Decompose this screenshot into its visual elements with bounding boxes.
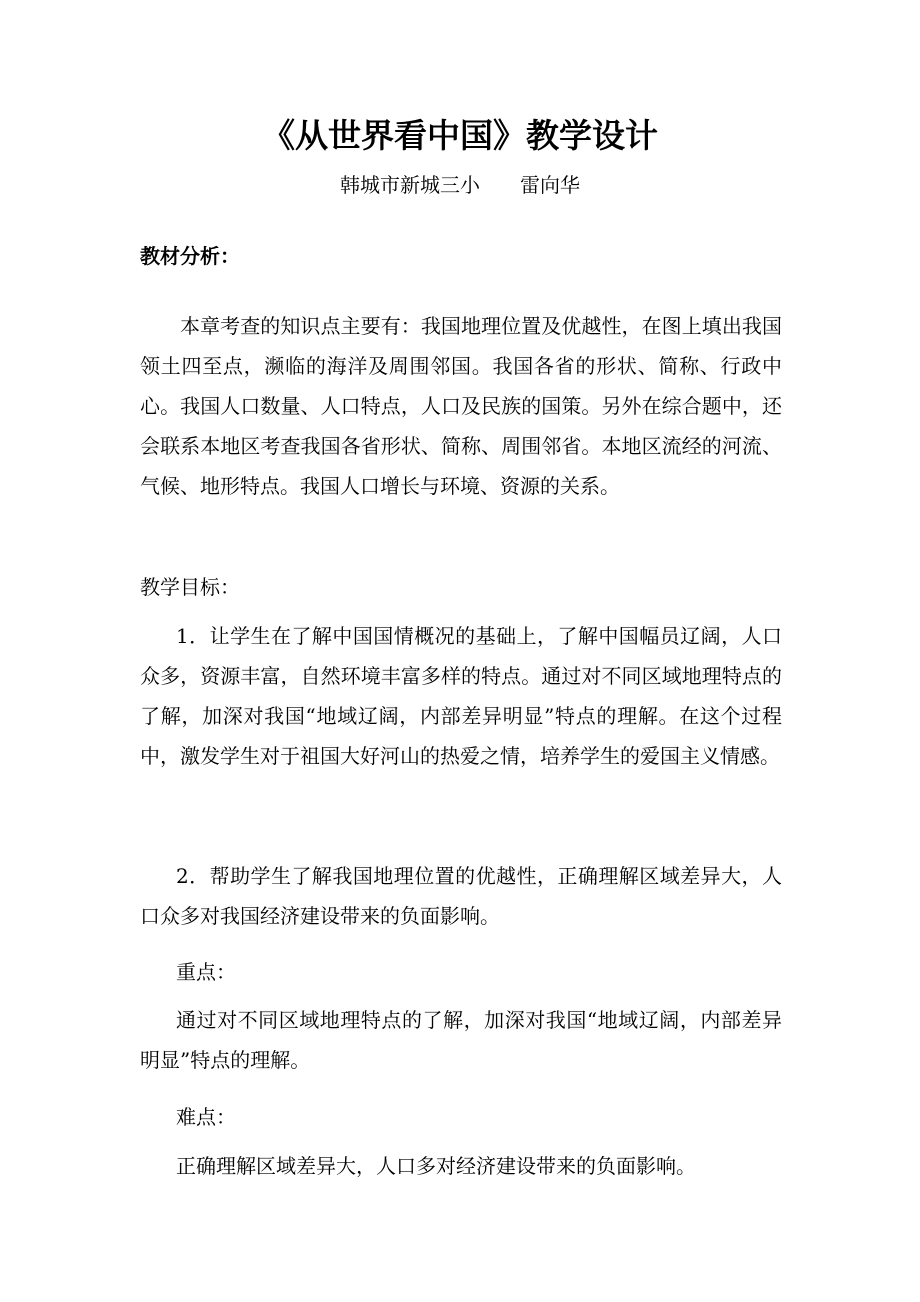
difficulties-paragraph: 正确理解区域差异大，人口多对经济建设带来的负面影响。 [176, 1154, 696, 1178]
document-title: 《从世界看中国》教学设计 [262, 116, 658, 155]
author-name: 雷向华 [520, 173, 580, 197]
key-points-paragraph: 通过对不同区域地理特点的了解，加深对我国“地域辽阔，内部差异明显”特点的理解。 [140, 1008, 782, 1072]
objective-item-1: 1．让学生在了解中国国情概况的基础上，了解中国幅员辽阔，人口众多，资源丰富，自然环境丰富多样的特点。通过对不同区域地理特点的了解，加深对我国“地域辽阔，内部差异明显”特点的理解。在这个过程中，激发学生对于祖国大好河山的热爱之情，培养学生的爱国主义情感。 [140, 624, 782, 768]
school-name: 韩城市新城三小 [340, 173, 480, 197]
author-line [0, 170, 920, 200]
analysis-paragraph: 本章考查的知识点主要有：我国地理位置及优越性，在图上填出我国领土四至点，濒临的海洋及周围邻国。我国各省的形状、简称、行政中心。我国人口数量、人口特点，人口及民族的国策。另外在综合题中，还会联系本地区考查我国各省形状、简称、周围邻省。本地区流经的河流、气候、地形特点。我国人口增长与环境、资源的关系。 [140, 314, 782, 498]
objective-item-2: 2．帮助学生了解我国地理位置的优越性，正确理解区域差异大，人口众多对我国经济建设带来的负面影响。 [140, 864, 782, 928]
analysis-heading: 教材分析： [140, 244, 240, 268]
key-points-heading: 重点： [176, 960, 236, 984]
difficulties-heading: 难点： [176, 1105, 236, 1129]
objectives-heading: 教学目标： [140, 575, 240, 599]
